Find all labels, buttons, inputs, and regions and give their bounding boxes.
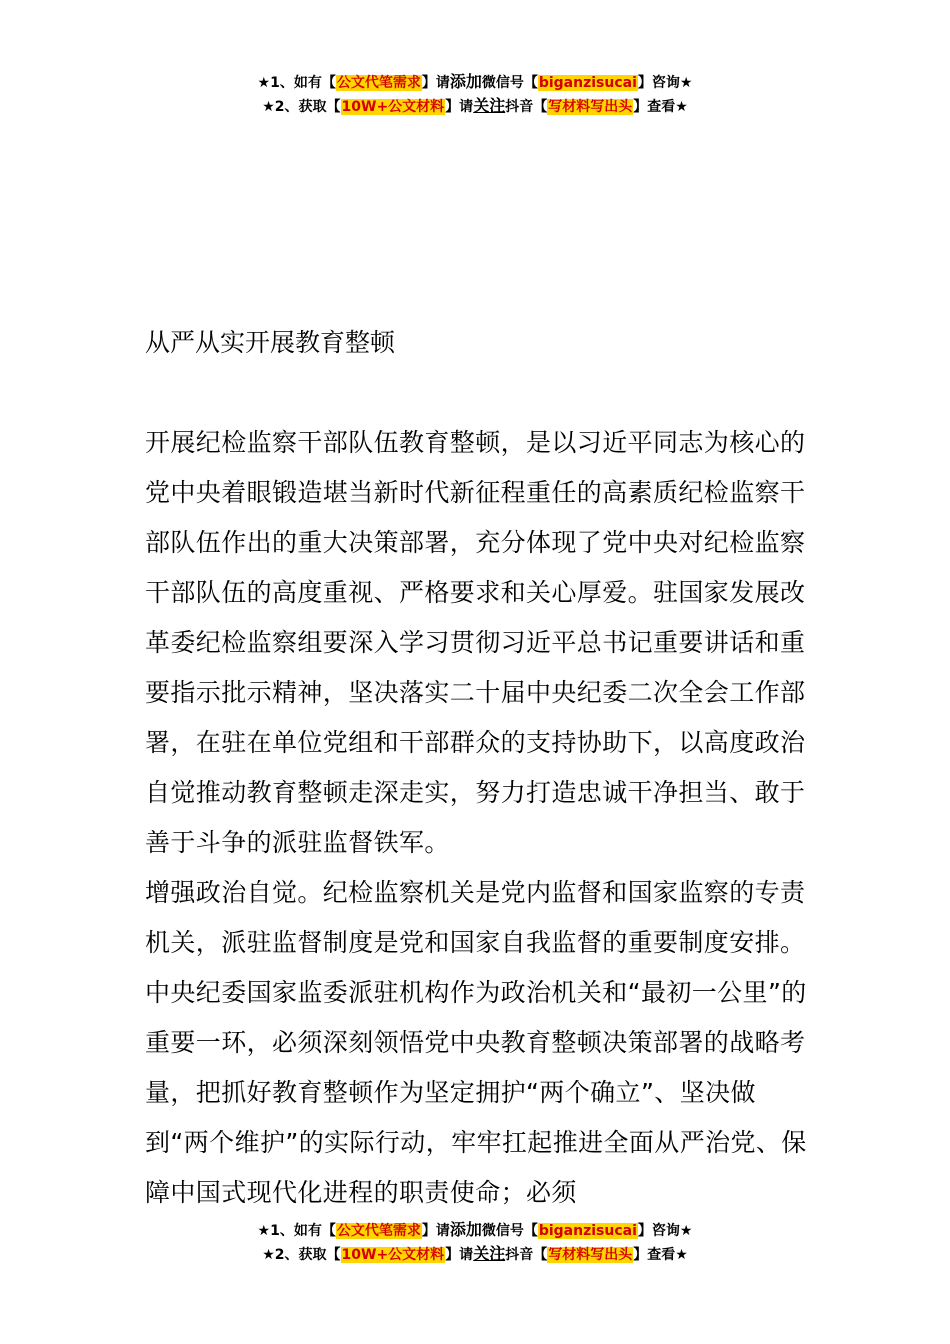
banner-text: 抖音【 — [505, 99, 548, 115]
banner-highlight: 写材料写出头 — [548, 1247, 633, 1263]
banner-highlight: 10W+公文材料 — [341, 99, 445, 115]
banner-text: 】请 — [421, 75, 450, 91]
banner-text: 】咨询★ — [637, 75, 693, 91]
banner-text: 微信号【 — [481, 75, 538, 91]
paragraph: 增强政治自觉。纪检监察机关是党内监督和国家监察的专责机关，派驻监督制度是党和国家自我监督的重要制度安排。中央纪委国家监委派驻机构作为政治机关和“最初一公里”的重要一环，必须深刻领悟党中央教育整顿决策部署的战略考量，把抓好教育整顿作为坚定拥护“两个确立”、坚决做到“两个维护”的实际行动，牢牢扛起推进全面从严治党、保障中国式现代化进程的职责使命；必须 — [145, 878, 807, 1207]
document-body — [145, 418, 809, 1218]
paragraph: 开展纪检监察干部队伍教育整顿，是以习近平同志为核心的党中央着眼锻造堪当新时代新征程重任的高素质纪检监察干部队伍作出的重大决策部署，充分体现了党中央对纪检监察干部队伍的高度重视、严格要求和关心厚爱。驻国家发展改革委纪检监察组要深入学习贯彻习近平总书记重要讲话和重要指示批示精神，坚决落实二十届中央纪委二次全会工作部署，在驻在单位党组和干部群众的支持协助下，以高度政治自觉推动教育整顿走深走实，努力打造忠诚干净担当、敢于善于斗争的派驻监督铁军。 — [145, 428, 806, 857]
banner-text: ★2、获取【 — [262, 99, 341, 115]
banner-highlight: biganzisucai — [538, 1223, 637, 1239]
banner-text: ★1、如有【 — [257, 1223, 336, 1239]
banner-line-2 — [0, 1242, 950, 1266]
banner-highlight: 10W+公文材料 — [341, 1247, 445, 1263]
banner-highlight: 写材料写出头 — [548, 99, 633, 115]
banner-highlight: 公文代笔需求 — [336, 1223, 421, 1239]
banner-text: 】咨询★ — [637, 1223, 693, 1239]
banner-text: 抖音【 — [505, 1247, 548, 1263]
banner-text: 】请 — [445, 1247, 474, 1263]
banner-text: ★1、如有【 — [257, 75, 336, 91]
banner-emphasis: 添加 — [449, 1220, 482, 1239]
banner-text: 】查看★ — [633, 99, 688, 115]
banner-emphasis: 添加 — [449, 72, 482, 91]
banner-text: 】请 — [445, 99, 474, 115]
banner-text: 】查看★ — [633, 1247, 688, 1263]
banner-highlight: 公文代笔需求 — [336, 75, 421, 91]
banner-emphasis: 关注 — [473, 96, 506, 115]
banner-text: 】请 — [421, 1223, 450, 1239]
banner-text: 微信号【 — [481, 1223, 538, 1239]
banner-emphasis: 关注 — [473, 1244, 506, 1263]
header-banner — [0, 70, 950, 118]
footer-banner — [0, 1218, 950, 1266]
banner-highlight: biganzisucai — [538, 75, 637, 91]
banner-line-1 — [0, 1218, 950, 1242]
banner-line-1 — [0, 70, 950, 94]
banner-text: ★2、获取【 — [262, 1247, 341, 1263]
document-title: 从严从实开展教育整顿 — [145, 328, 396, 357]
banner-line-2 — [0, 94, 950, 118]
